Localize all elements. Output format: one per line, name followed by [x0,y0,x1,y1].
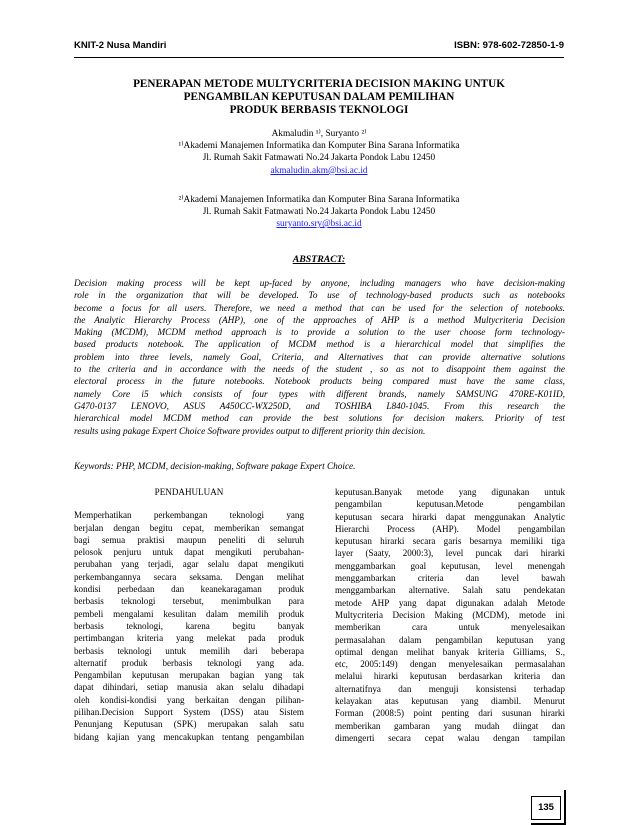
body-line: menggambarkan criteria dan level bawah [335,573,565,584]
abstract-line: to the criteria and in accordance with the needs of the student , so as not to disappoint them against the [74,365,565,376]
abstract-body [74,278,565,438]
body-line: optimal dengan melihat banyak kriteria Gilliams, S., [335,646,565,657]
body-line: kelayakan atas keputusan yang diambil. Menurut [335,696,565,707]
body-line: dimengerti secara cepat walau dengan tampilan [335,732,565,743]
abstract-line: electoral process in the future notebooks. Notebook products being compared must have the same class, [74,377,565,388]
abstract-heading: ABSTRACT: [292,254,346,265]
running-header [74,40,564,54]
body-line: pertimbangan kriteria yang melekat pada produk [74,633,304,644]
right-column [335,486,565,744]
body-line: kondisi perbedaan dan keanekaragaman produk [74,584,304,595]
body-line: berbasis teknologi tersebut, menimbulkan para [74,596,304,607]
page-number: 135 [531,796,561,820]
abstract-line: based products notebook. The application of MCDM method is a hierarchical model that simplifies the [74,340,565,351]
body-line: metode AHP yang dapat digunakan adalah Metode [335,597,565,608]
body-line: oleh kondisi-kondisi yang berkaitan dengan pilihan- [74,694,304,705]
body-line: melalui hirarki keputusan berdasarkan kriteria dan [335,671,565,682]
body-line: bidang kajian yang mencakupkan tentang pengambilan [74,731,304,742]
abstract-line: problem into three levels, namely Goal, Criteria, and Alternatives that can provide alternative solutions [74,352,565,363]
section-heading-pendahuluan: PENDAHULUAN [154,487,224,497]
abstract-line: become a focus for all users. Therefore, we need a method that can be used for the selection of notebooks. [74,303,565,314]
email-link-1[interactable]: akmaludin.akm@bsi.ac.id [270,165,368,176]
title-line: PRODUK BERBASIS TEKNOLOGI [229,104,409,116]
abstract-line: role in the organization that will be developed. To use of technology-based products such as notebooks [74,291,565,302]
body-line: bagi semua praktisi maupun peneliti di seluruh [74,534,304,545]
title-line: PENERAPAN METODE MULTYCRITERIA DECISION MAKING UNTUK [133,78,505,90]
keywords: Keywords: PHP, MCDM, decision-making, Software pakage Expert Choice. [74,462,356,472]
email-link-2[interactable]: suryanto.sry@bsi.ac.id [276,219,362,230]
body-line: perkembangannya secara seksama. Dengan melihat [74,571,304,582]
abstract-line: G470-0137 LENOVO, ASUS A450CC-WX250D, and TOSHIBA L840-1045. From this research the [74,401,565,412]
header-rule [74,57,564,58]
body-line: berbasis teknologi untuk memilih dari beberapa [74,645,304,656]
body-line: berjalan dengan begitu cepat, memberikan semangat [74,522,304,533]
abstract-line: the Analytic Hierarchy Process (AHP), one of the approaches of AHP is a method Multycriteria Decision [74,315,565,326]
body-line: memberikan cara untuk menyelesaikan [335,622,565,633]
body-line: menggambarkan goal keputusan, level menengah [335,560,565,571]
abstract-line: Decision making process will be kept up-faced by anyone, including managers who have decision-making [74,279,565,289]
body-line: permasalahan dalam pengambilan keputusan yang [335,634,565,645]
body-line: Memperhatikan perkembangan teknologi yang [74,510,304,521]
body-line: keputusan.Banyak metode yang digunakan untuk [335,487,565,497]
body-line: pembeli mengalami kesulitan dalam memilih produk [74,608,304,619]
abstract-line: namely Core i5 which consists of four types with different brands, namely SAMSUNG 470RE-K01ID, [74,389,565,400]
abstract-line: hierarchical model MCDM method can provide the best solutions for decision makers. Priority of test [74,414,565,425]
affiliation-1: ¹⁾Akademi Manajemen Informatika dan Komputer Bina Sarana Informatika [178,141,460,152]
body-line: layer (Saaty, 2000:3), level puncak dari hirarki [335,548,565,559]
body-line: perubahan yang terjadi, agar selalu dapat mengikuti [74,559,304,570]
body-line: alternatifnya dan menguji konsistensi terhadap [335,683,565,694]
body-line: memberikan gambaran yang mudah diingat dan [335,720,565,731]
author-names: Akmaludin ¹⁾, Suryanto ²⁾ [271,129,367,139]
body-line: pengambilan keputusan.Metode pengambilan [335,499,565,510]
header-isbn: ISBN: 978-602-72850-1-9 [454,40,564,51]
body-line: pelosok penjuru untuk dapat mengikuti perubahan- [74,547,304,558]
body-line: Multycriteria Decision Making (MCDM), metode ini [335,609,565,620]
body-line: Hierarchi Process (AHP). Model pengambilan [335,523,565,534]
abstract-line: Making (MCDM), MCDM method approach is to provide a solution to the user choose form technology- [74,328,565,339]
affiliation-2: ²⁾Akademi Manajemen Informatika dan Komputer Bina Sarana Informatika [178,194,460,205]
body-line: Penunjang Keputusan (SPK) merupakan salah satu [74,719,304,730]
address-2: Jl. Rumah Sakit Fatmawati No.24 Jakarta Pondok Labu 12450 [202,207,436,218]
body-line: menggambarkan alternative. Salah satu pendekatan [335,585,565,596]
author-block [74,128,564,230]
header-conference: KNIT-2 Nusa Mandiri [74,40,167,51]
title-line: PENGAMBILAN KEPUTUSAN DALAM PEMILIHAN [183,91,455,103]
body-line: pilihan.Decision Support System (DSS) atau Sistem [74,707,304,718]
body-line: berbasis teknologi, karena begitu banyak [74,620,304,631]
body-line: keputusan hirarki secara garis besarnya memiliki tiga [335,536,565,547]
body-line: alternatif produk berbasis teknologi yang ada. [74,657,304,668]
abstract-line: results using pakage Expert Choice Software provides output to different priority thin decision. [74,426,426,437]
body-line: keputusan secara hirarki dapat menggunakan Analytic [335,511,565,522]
body-line: dapat dihindari, setiap manusia akan selalu dihadapi [74,682,304,693]
left-column [74,486,304,743]
address-1: Jl. Rumah Sakit Fatmawati No.24 Jakarta Pondok Labu 12450 [202,153,436,164]
body-line: Pengambilan keputusan merupakan bagian yang tak [74,670,304,681]
body-line: etc, 2005:149) dengan menyelesaikan permasalahan [335,659,565,670]
page-corner-border [564,790,566,825]
body-line: Forman (2008:5) point penting dari susunan hirarki [335,708,565,719]
paper-title [74,78,564,117]
